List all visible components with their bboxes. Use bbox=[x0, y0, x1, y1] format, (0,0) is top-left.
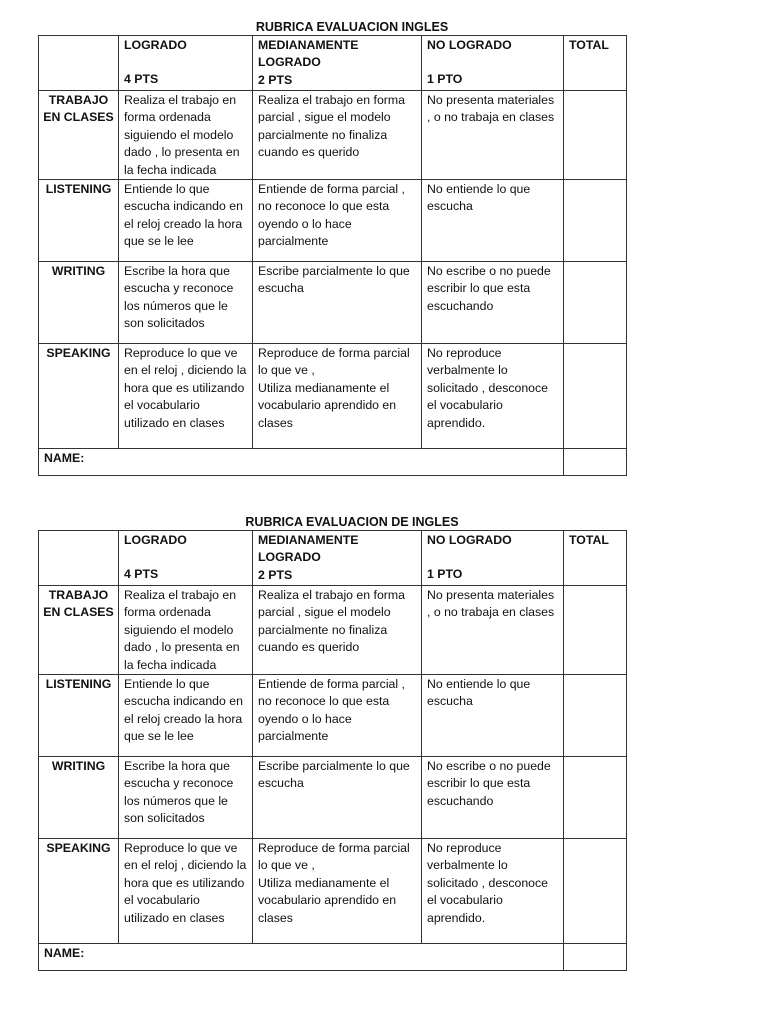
name-row bbox=[39, 449, 627, 476]
header-medianamente bbox=[253, 36, 422, 91]
rubric-title: RUBRICA EVALUACION INGLES bbox=[255, 20, 449, 34]
header-row bbox=[39, 531, 627, 586]
cell-no-logrado: No entiende lo que escucha bbox=[422, 675, 564, 757]
cell-logrado: Entiende lo que escucha indicando en el reloj creado la hora que se le lee bbox=[119, 675, 253, 757]
cell-total[interactable] bbox=[564, 262, 627, 344]
cell-total[interactable] bbox=[564, 449, 627, 476]
name-row bbox=[39, 944, 627, 971]
cell-medianamente-line1: Reproduce de forma parcial lo que ve , bbox=[258, 346, 410, 378]
cell-logrado: Realiza el trabajo en forma ordenada siguiendo el modelo dado , lo presenta en la fecha indicada bbox=[119, 91, 253, 180]
header-no-logrado-label: NO LOGRADO bbox=[427, 533, 512, 547]
header-logrado-label: LOGRADO bbox=[124, 38, 187, 52]
cell-medianamente-line2: Utiliza medianamente el vocabulario aprendido en clases bbox=[258, 380, 397, 430]
header-medianamente-points: 2 PTS bbox=[258, 567, 293, 582]
criterion-listening: LISTENING bbox=[39, 675, 119, 757]
cell-total[interactable] bbox=[564, 839, 627, 944]
cell-logrado: Realiza el trabajo en forma ordenada siguiendo el modelo dado , lo presenta en la fecha indicada bbox=[119, 586, 253, 675]
criterion-listening: LISTENING bbox=[39, 180, 119, 262]
cell-logrado: Escribe la hora que escucha y reconoce los números que le son solicitados bbox=[119, 757, 253, 839]
header-no-logrado bbox=[422, 531, 564, 586]
cell-no-logrado: No entiende lo que escucha bbox=[422, 180, 564, 262]
cell-total[interactable] bbox=[564, 586, 627, 675]
header-logrado-points: 4 PTS bbox=[124, 72, 159, 87]
header-no-logrado bbox=[422, 36, 564, 91]
criterion-trabajo: TRABAJO EN CLASES bbox=[39, 91, 119, 180]
table-row bbox=[39, 839, 627, 944]
table-row bbox=[39, 675, 627, 757]
table-row bbox=[39, 180, 627, 262]
header-row bbox=[39, 36, 627, 91]
table-row bbox=[39, 344, 627, 449]
header-total: TOTAL bbox=[564, 531, 627, 586]
header-logrado-points: 4 PTS bbox=[124, 567, 159, 582]
cell-no-logrado: No presenta materiales , o no trabaja en clases bbox=[422, 91, 564, 180]
cell-medianamente bbox=[253, 839, 422, 944]
cell-total[interactable] bbox=[564, 344, 627, 449]
header-medianamente-label: MEDIANAMENTE LOGRADO bbox=[258, 533, 359, 565]
cell-no-logrado: No escribe o no puede escribir lo que esta escuchando bbox=[422, 262, 564, 344]
cell-no-logrado: No presenta materiales , o no trabaja en clases bbox=[422, 586, 564, 675]
header-medianamente bbox=[253, 531, 422, 586]
name-label[interactable]: NAME: bbox=[39, 449, 564, 476]
criterion-writing: WRITING bbox=[39, 262, 119, 344]
rubric-1 bbox=[38, 20, 626, 476]
table-row bbox=[39, 91, 627, 180]
cell-medianamente: Escribe parcialmente lo que escucha bbox=[253, 757, 422, 839]
corner-cell bbox=[39, 36, 119, 91]
header-logrado bbox=[119, 531, 253, 586]
table-row bbox=[39, 586, 627, 675]
rubric-table bbox=[38, 530, 627, 971]
cell-no-logrado: No reproduce verbalmente lo solicitado , desconoce el vocabulario aprendido. bbox=[422, 344, 564, 449]
corner-cell bbox=[39, 531, 119, 586]
header-no-logrado-label: NO LOGRADO bbox=[427, 38, 512, 52]
header-no-logrado-points: 1 PTO bbox=[427, 567, 463, 582]
rubric-2 bbox=[38, 515, 626, 971]
header-medianamente-label: MEDIANAMENTE LOGRADO bbox=[258, 38, 359, 70]
cell-total[interactable] bbox=[564, 944, 627, 971]
header-total: TOTAL bbox=[564, 36, 627, 91]
cell-medianamente bbox=[253, 344, 422, 449]
cell-medianamente-line1: Reproduce de forma parcial lo que ve , bbox=[258, 841, 410, 873]
criterion-trabajo: TRABAJO EN CLASES bbox=[39, 586, 119, 675]
cell-medianamente: Entiende de forma parcial , no reconoce lo que esta oyendo o lo hace parcialmente bbox=[253, 180, 422, 262]
cell-no-logrado: No escribe o no puede escribir lo que esta escuchando bbox=[422, 757, 564, 839]
cell-logrado: Escribe la hora que escucha y reconoce los números que le son solicitados bbox=[119, 262, 253, 344]
criterion-speaking: SPEAKING bbox=[39, 839, 119, 944]
cell-logrado: Reproduce lo que ve en el reloj , diciendo la hora que es utilizando el vocabulario utilizado en clases bbox=[119, 839, 253, 944]
cell-logrado: Entiende lo que escucha indicando en el reloj creado la hora que se le lee bbox=[119, 180, 253, 262]
name-label[interactable]: NAME: bbox=[39, 944, 564, 971]
header-logrado-label: LOGRADO bbox=[124, 533, 187, 547]
criterion-writing: WRITING bbox=[39, 757, 119, 839]
header-logrado bbox=[119, 36, 253, 91]
cell-total[interactable] bbox=[564, 91, 627, 180]
table-row bbox=[39, 262, 627, 344]
cell-medianamente: Escribe parcialmente lo que escucha bbox=[253, 262, 422, 344]
criterion-speaking: SPEAKING bbox=[39, 344, 119, 449]
cell-medianamente: Entiende de forma parcial , no reconoce lo que esta oyendo o lo hace parcialmente bbox=[253, 675, 422, 757]
header-no-logrado-points: 1 PTO bbox=[427, 72, 463, 87]
cell-total[interactable] bbox=[564, 675, 627, 757]
cell-no-logrado: No reproduce verbalmente lo solicitado , desconoce el vocabulario aprendido. bbox=[422, 839, 564, 944]
rubric-table bbox=[38, 35, 627, 476]
rubric-title: RUBRICA EVALUACION DE INGLES bbox=[245, 515, 459, 529]
table-row bbox=[39, 757, 627, 839]
cell-medianamente: Realiza el trabajo en forma parcial , sigue el modelo parcialmente no finaliza cuando es querido bbox=[253, 91, 422, 180]
cell-logrado: Reproduce lo que ve en el reloj , diciendo la hora que es utilizando el vocabulario utilizado en clases bbox=[119, 344, 253, 449]
header-medianamente-points: 2 PTS bbox=[258, 72, 293, 87]
cell-medianamente-line2: Utiliza medianamente el vocabulario aprendido en clases bbox=[258, 875, 397, 925]
cell-total[interactable] bbox=[564, 757, 627, 839]
cell-total[interactable] bbox=[564, 180, 627, 262]
cell-medianamente: Realiza el trabajo en forma parcial , sigue el modelo parcialmente no finaliza cuando es querido bbox=[253, 586, 422, 675]
